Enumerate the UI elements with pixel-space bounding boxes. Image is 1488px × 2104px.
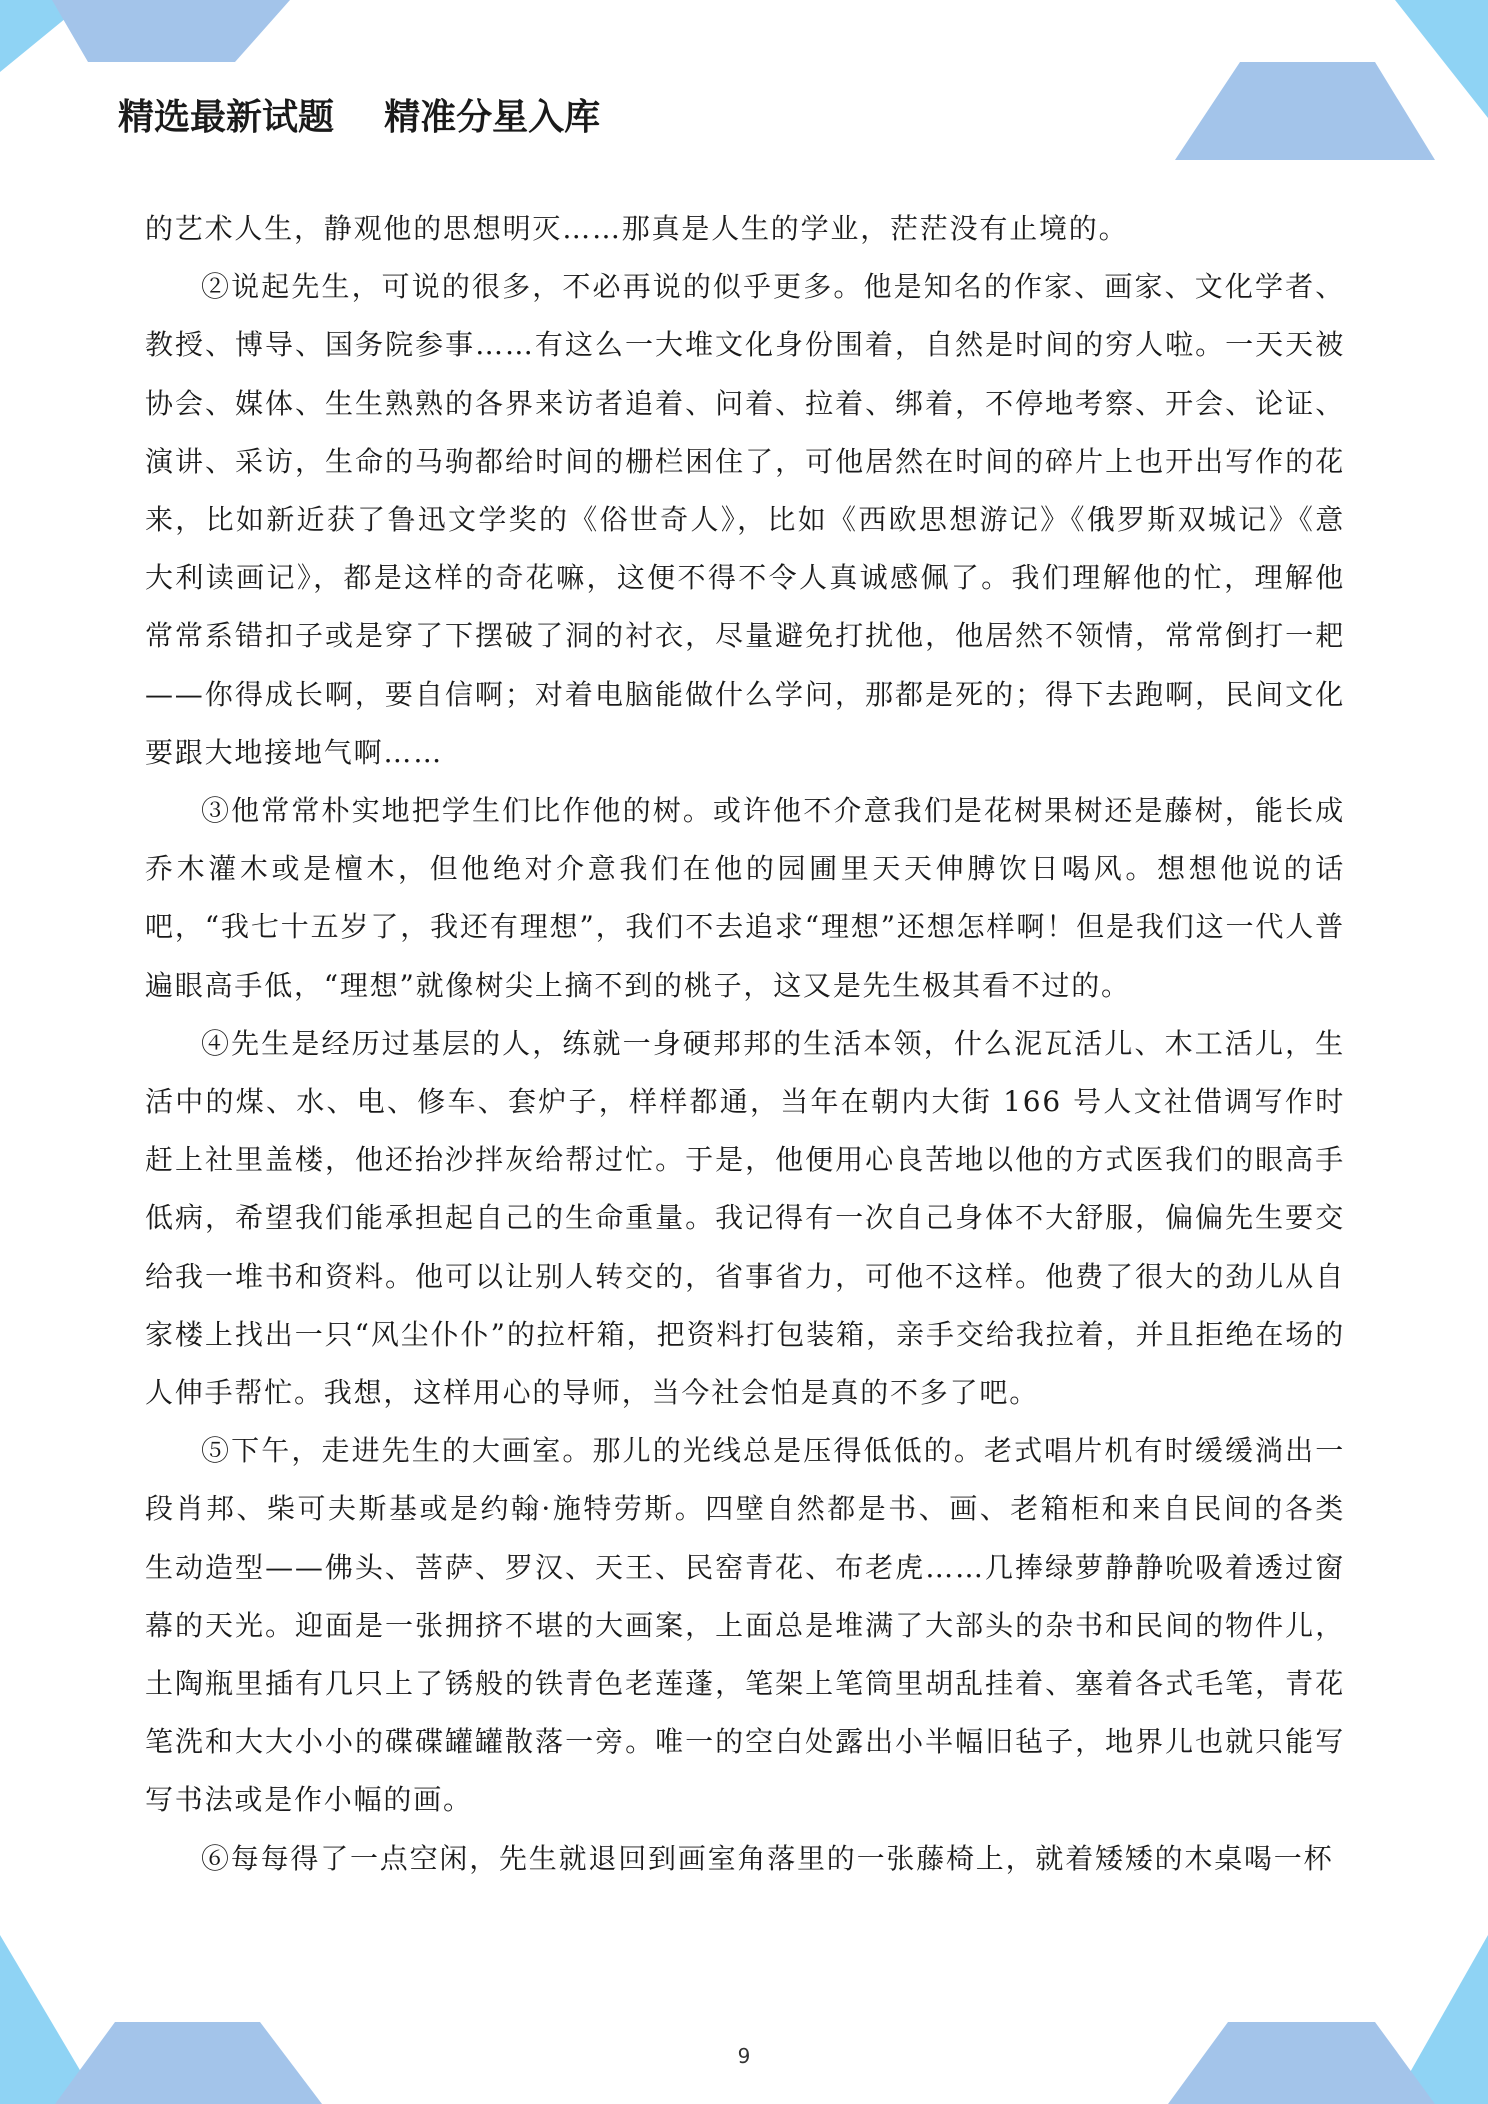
paragraph-3: ③他常常朴实地把学生们比作他的树。或许他不介意我们是花树果树还是藤树，能长成乔木灌木或是檀木，但他绝对介意我们在他的园圃里天天伸膊饮日喝风。想想他说的话吧，“我七十五岁了，我还有理想”，我们不去追求“理想”还想怎样啊！但是我们这一代人普遍眼高手低，“理想”就像树尖上摘不到的桃子，这又是先生极其看不过的。 <box>145 794 1345 1002</box>
deco-trapezoid-top-right <box>1175 62 1435 160</box>
paragraph-4: ④先生是经历过基层的人，练就一身硬邦邦的生活本领，什么泥瓦活儿、木工活儿，生活中的煤、水、电、修车、套炉子，样样都通，当年在朝内大街 166 号人文社借调写作时赶上社里盖楼，他还抬沙拌灰给帮过忙。于是，他便用心良苦地以他的方式医我们的眼高手低病，希望我们能承担起自己的生命重量。我记得有一次自己身体不大舒服，偏偏先生要交给我一堆书和资料。他可以让别人转交的，省事省力，可他不这样。他费了很大的劲儿从自家楼上找出一只“风尘仆仆”的拉杆箱，把资料打包装箱，亲手交给我拉着，并且拒绝在场的人伸手帮忙。我想，这样用心的导师，当今社会怕是真的不多了吧。 <box>145 1026 1345 1410</box>
deco-trapezoid-top-left <box>52 0 290 62</box>
paragraph-5: ⑤下午，走进先生的大画室。那儿的光线总是压得低低的。老式唱片机有时缓缓淌出一段肖邦、柴可夫斯基或是约翰·施特劳斯。四壁自然都是书、画、老箱柜和来自民间的各类生动造型——佛头、菩萨、罗汉、天王、民窑青花、布老虎……几捧绿萝静静吮吸着透过窗幕的天光。迎面是一张拥挤不堪的大画案，上面总是堆满了大部头的杂书和民间的物件儿，土陶瓶里插有几只上了锈般的铁青色老莲蓬，笔架上笔筒里胡乱挂着、塞着各式毛笔，青花笔洗和大大小小的碟碟罐罐散落一旁。唯一的空白处露出小半幅旧毡子，地界儿也就只能写写书法或是作小幅的画。 <box>145 1434 1345 1817</box>
header-title: 精选最新试题 精准分星入库 <box>118 97 601 138</box>
paragraph-6: ⑥每每得了一点空闲，先生就退回到画室角落里的一张藤椅上，就着矮矮的木桌喝一杯 <box>201 1841 1334 1875</box>
page-number: 9 <box>737 2044 751 2068</box>
article-body <box>145 200 1345 1888</box>
paragraph-1: 的艺术人生，静观他的思想明灭……那真是人生的学业，茫茫没有止境的。 <box>145 212 1129 245</box>
deco-triangle-top-right <box>1395 0 1488 118</box>
paragraph-2: ②说起先生，可说的很多，不必再说的似乎更多。他是知名的作家、画家、文化学者、教授、博导、国务院参事……有这么一大堆文化身份围着，自然是时间的穷人啦。一天天被协会、媒体、生生熟熟的各界来访者追着、问着、拉着、绑着，不停地考察、开会、论证、演讲、采访，生命的马驹都给时间的栅栏困住了，可他居然在时间的碎片上也开出写作的花来，比如新近获了鲁迅文学奖的《俗世奇人》，比如《西欧思想游记》《俄罗斯双城记》《意大利读画记》，都是这样的奇花嘛，这便不得不令人真诚感佩了。我们理解他的忙，理解他常常系错扣子或是穿了下摆破了洞的衬衣，尽量避免打扰他，他居然不领情，常常倒打一耙——你得成长啊，要自信啊；对着电脑能做什么学问，那都是死的；得下去跑啊，民间文化要跟大地接地气啊…… <box>145 270 1345 769</box>
